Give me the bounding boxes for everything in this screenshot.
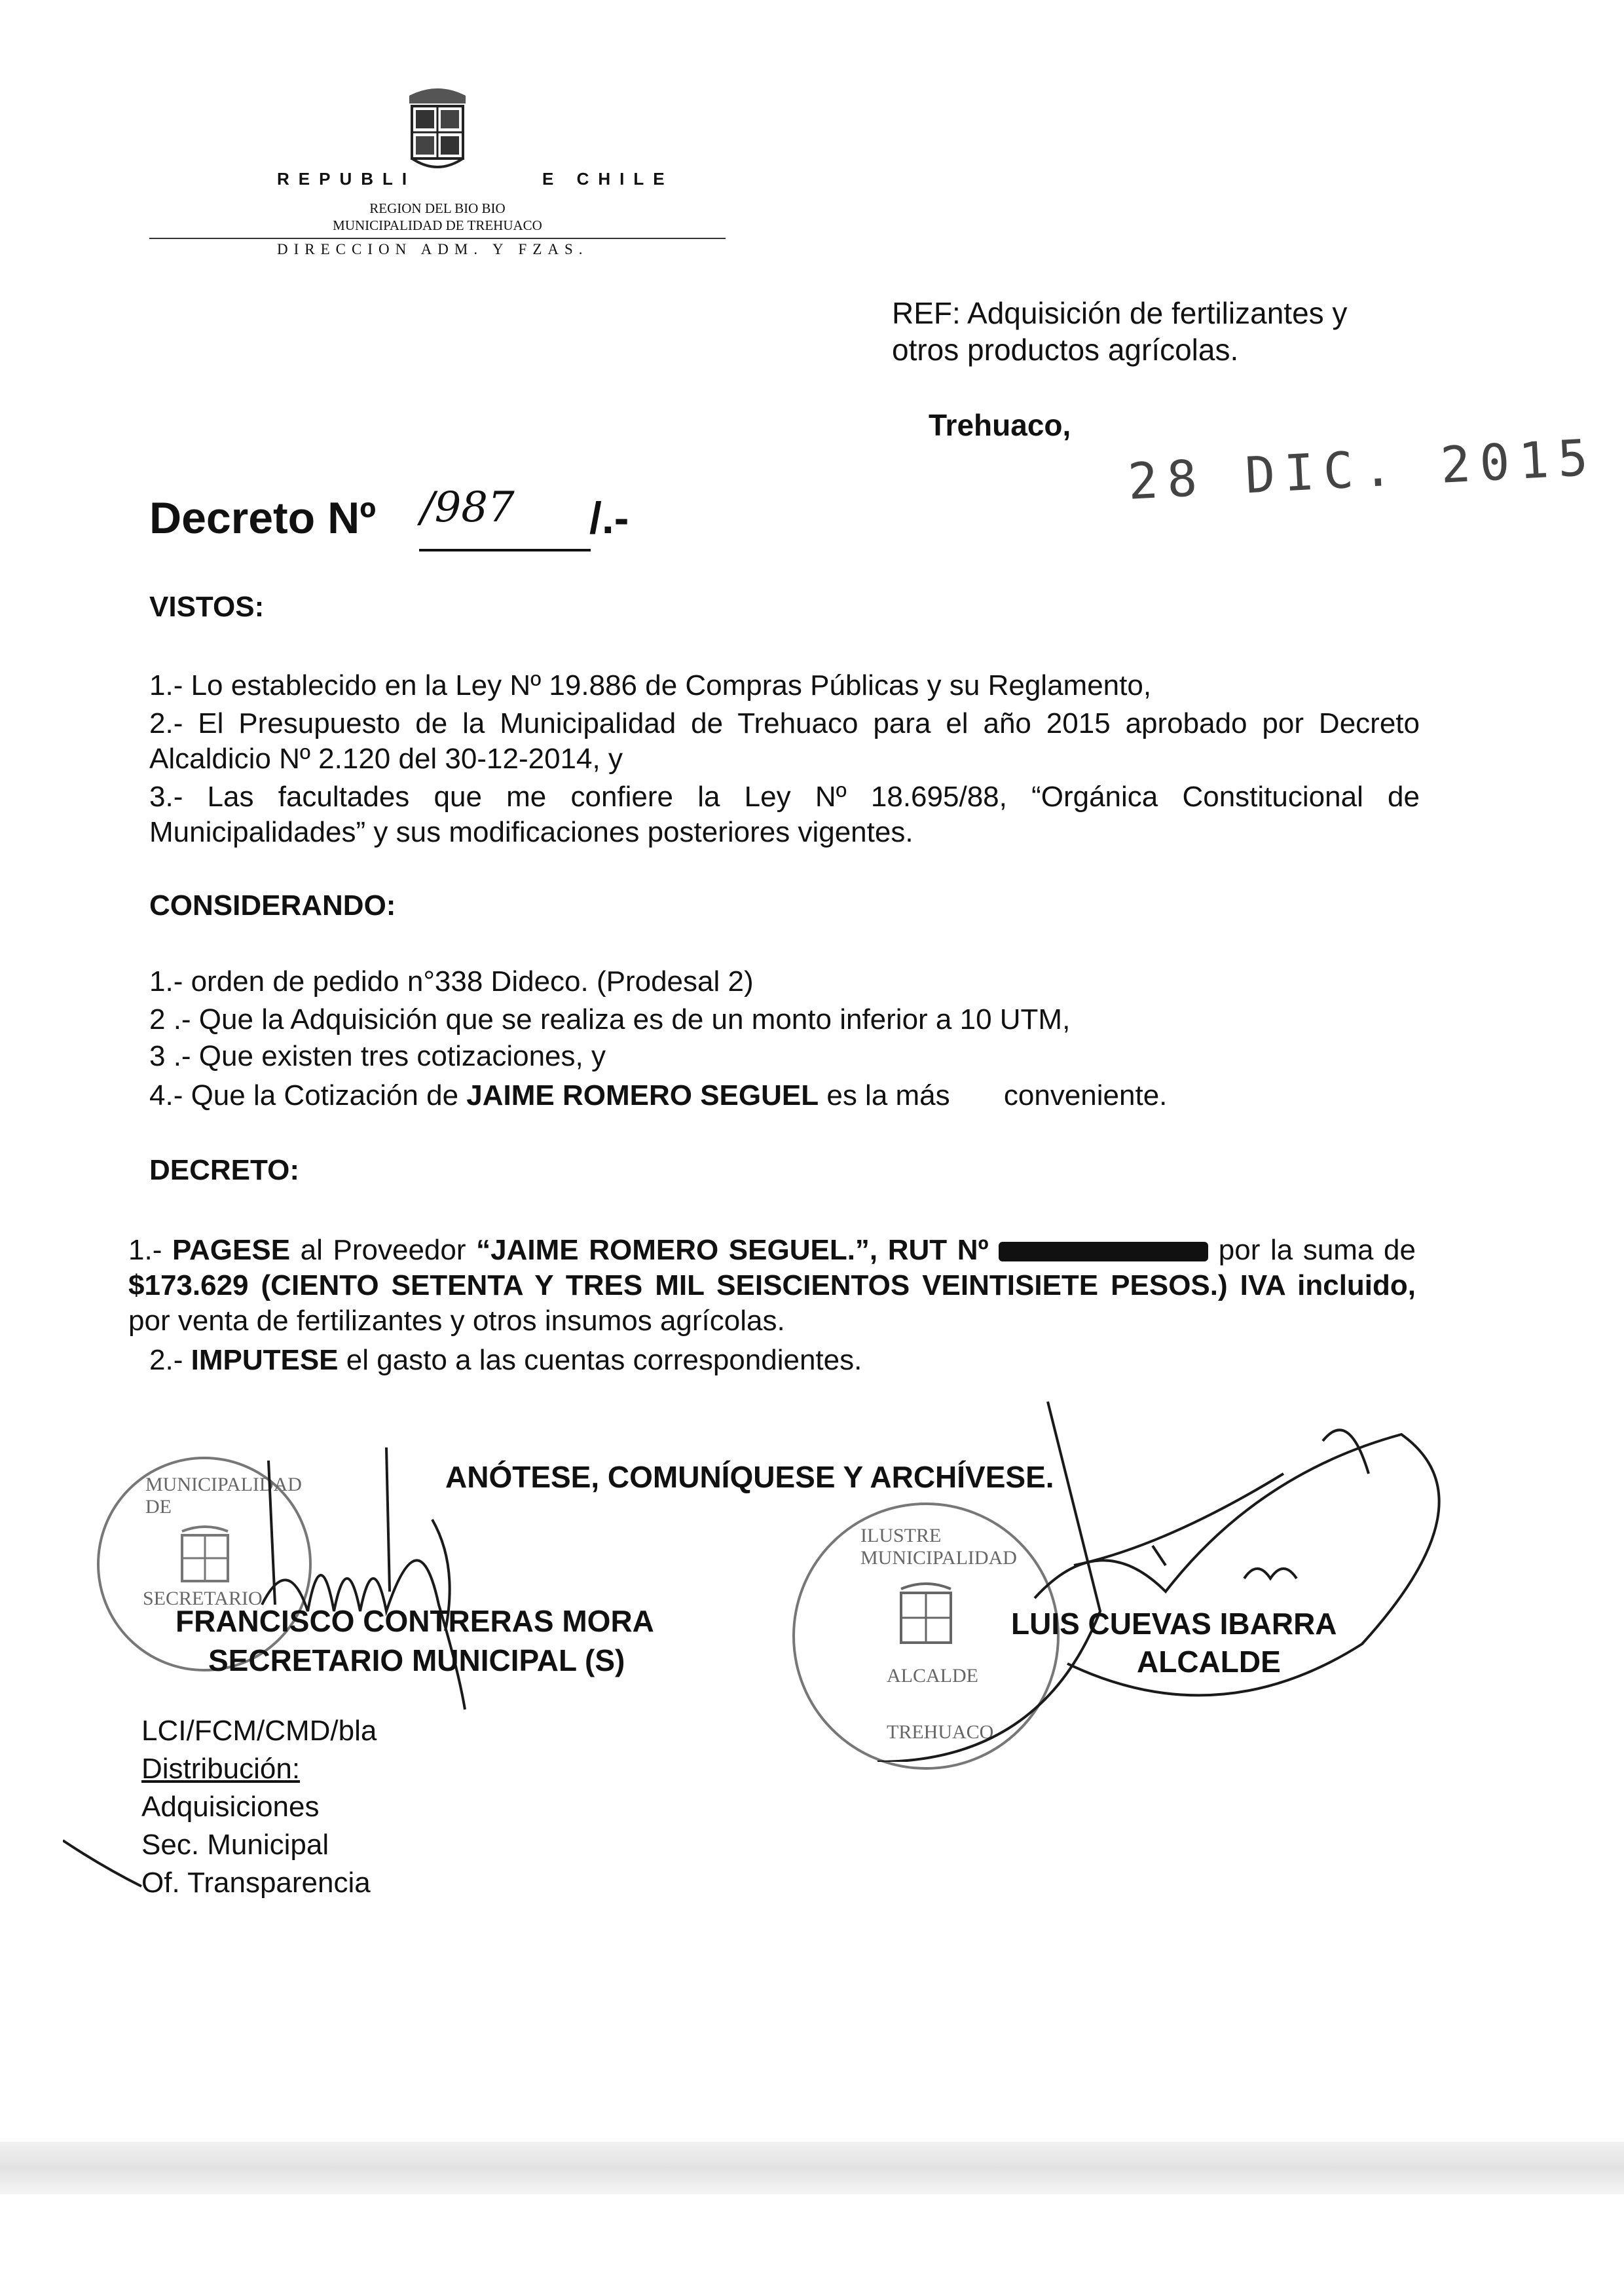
distribution-item-2: Sec. Municipal xyxy=(141,1829,329,1861)
vistos-item-3: 3.- Las facultades que me confiere la Ley Nº 18.695/88, “Orgánica Constitucional de Municipalidades” y sus modificaciones posteriores vigentes. xyxy=(149,781,1420,848)
closing-formula: ANÓTESE, COMUNÍQUESE Y ARCHÍVESE. xyxy=(445,1460,1054,1494)
pagese-word: PAGESE xyxy=(172,1234,291,1266)
decree-number-underline xyxy=(419,549,591,551)
proveedor-text: al Proveedor xyxy=(300,1234,466,1266)
distribution-item-3: Of. Transparencia xyxy=(141,1867,371,1899)
secretary-title: SECRETARIO MUNICIPAL (S) xyxy=(208,1643,625,1677)
considerando-item-4-end: conveniente. xyxy=(1003,1079,1168,1111)
region-label: REGION DEL BIO BIO xyxy=(369,200,506,216)
decree-number-suffix: /.- xyxy=(589,493,629,543)
considerando-item-4-prefix: 4.- Que la Cotización de xyxy=(149,1079,459,1111)
vistos-item-2: 2.- El Presupuesto de la Municipalidad de Trehuaco para el año 2015 aprobado por Decreto Alcaldicio Nº 2.120 del 30-12-2014, y xyxy=(149,707,1420,775)
decree-title: Decreto Nº xyxy=(149,493,377,543)
date-stamp: 28 DIC. 2015 xyxy=(1126,428,1598,511)
reference-line-1: REF: Adquisición de fertilizantes y xyxy=(892,296,1348,330)
considerando-item-3: 3 .- Que existen tres cotizaciones, y xyxy=(149,1040,606,1072)
decreto-item-2-number: 2.- xyxy=(149,1344,183,1376)
municipality-label: MUNICIPALIDAD DE TREHUACO xyxy=(333,217,542,233)
secretary-seal-crest-icon xyxy=(175,1522,234,1594)
amount-intro: por la suma de xyxy=(1218,1234,1416,1266)
distribution-label: Distribución: xyxy=(141,1753,301,1785)
department-label: DIRECCION ADM. Y FZAS. xyxy=(277,241,589,257)
reference-line-2: otros productos agrícolas. xyxy=(892,333,1239,367)
vistos-heading: VISTOS: xyxy=(149,591,265,623)
amount-text: $173.629 (CIENTO SETENTA Y TRES MIL SEISCIENTOS VEINTISIETE PESOS.) IVA incluido, xyxy=(128,1269,1416,1301)
initials: LCI/FCM/CMD/bla xyxy=(141,1715,377,1747)
decreto-item-1-number: 1.- xyxy=(128,1234,162,1266)
decreto-heading: DECRETO: xyxy=(149,1154,299,1186)
mayor-name: LUIS CUEVAS IBARRA xyxy=(1011,1607,1337,1641)
mayor-seal-top: ILUSTRE MUNICIPALIDAD xyxy=(860,1525,1017,1569)
vistos-item-1: 1.- Lo establecido en la Ley Nº 19.886 de Compras Públicas y su Reglamento, xyxy=(149,669,1152,701)
mayor-signature xyxy=(760,1395,1467,1762)
imputese-word: IMPUTESE xyxy=(191,1344,339,1376)
secretary-seal-label: SECRETARIO xyxy=(143,1588,263,1609)
mayor-seal-bottom: TREHUACO xyxy=(887,1721,994,1743)
considerando-item-2: 2 .- Que la Adquisición que se realiza es de un monto inferior a 10 UTM, xyxy=(149,1003,1071,1036)
considerando-item-4 xyxy=(149,1079,1167,1112)
country-label: E CHILE xyxy=(542,169,674,189)
decreto-item-2 xyxy=(149,1344,862,1377)
distribution-item-1: Adquisiciones xyxy=(141,1791,320,1823)
considerando-item-1: 1.- orden de pedido n°338 Dideco. (Prodesal 2) xyxy=(149,965,754,998)
secretary-seal-top: MUNICIPALIDAD DE xyxy=(145,1474,302,1518)
check-mark-icon xyxy=(63,1834,148,1893)
proveedor-name: “JAIME ROMERO SEGUEL.”, RUT Nº xyxy=(476,1234,989,1266)
decree-number: /987 xyxy=(420,483,515,532)
footer-block xyxy=(141,1712,377,1902)
secretary-name: FRANCISCO CONTRERAS MORA xyxy=(175,1604,654,1638)
reference-block xyxy=(892,295,1347,368)
rut-redaction xyxy=(999,1242,1208,1261)
place-label: Trehuaco, xyxy=(929,408,1071,442)
imputese-text: el gasto a las cuentas correspondientes. xyxy=(346,1344,862,1376)
supplier-name: JAIME ROMERO SEGUEL xyxy=(466,1079,819,1111)
secretary-signature xyxy=(249,1434,589,1736)
scan-edge-band xyxy=(0,2142,1624,2194)
purpose-text: por venta de fertilizantes y otros insumos agrícolas. xyxy=(128,1305,785,1337)
coat-of-arms-icon xyxy=(401,84,473,176)
republic-label: REPUBLI xyxy=(277,169,416,189)
letterhead xyxy=(149,84,804,280)
mayor-title: ALCALDE xyxy=(1137,1645,1281,1679)
mayor-seal-label: ALCALDE xyxy=(887,1665,978,1687)
considerando-heading: CONSIDERANDO: xyxy=(149,889,396,922)
considerando-item-4-mid: es la más xyxy=(826,1079,950,1111)
letterhead-divider xyxy=(149,238,726,239)
decreto-item-1 xyxy=(128,1233,1416,1339)
